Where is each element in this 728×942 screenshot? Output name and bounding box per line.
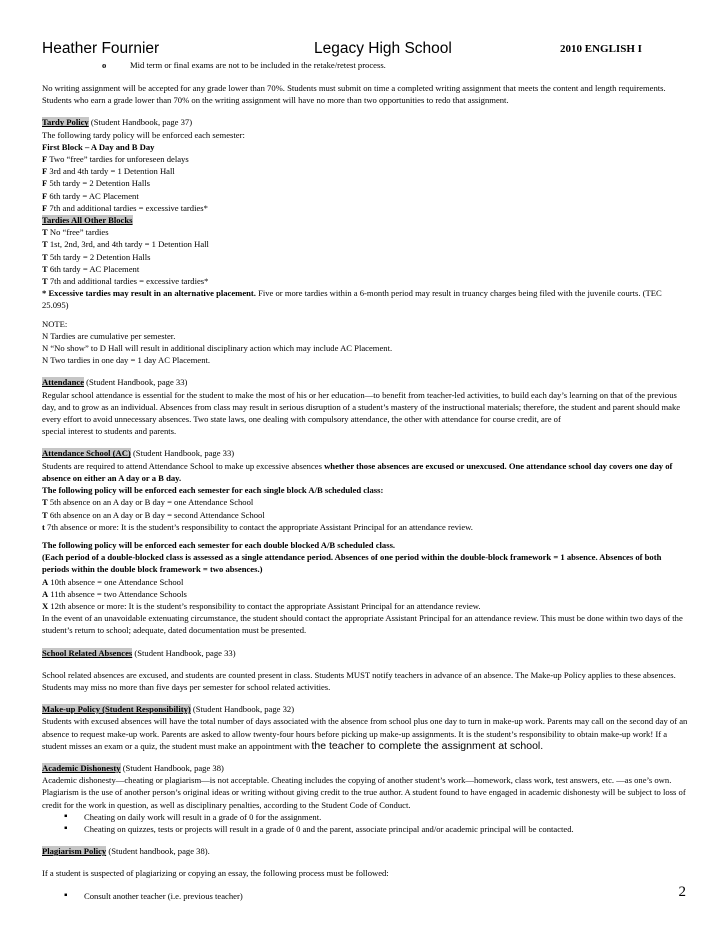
other-block-item-marker: T <box>42 251 48 262</box>
retake-note <box>102 60 386 70</box>
plagiarism-bullets <box>42 890 688 902</box>
other-block-item-marker: T <box>42 276 48 287</box>
first-block-item-text: Two “free” tardies for unforeseen delays <box>47 154 189 165</box>
double-block-item-marker: A <box>42 588 49 599</box>
retake-note-text: Mid term or final exams are not to be included in the retake/retest process. <box>130 60 386 70</box>
single-block-item-text: 7th absence or more: It is the student’s responsibility to contact the appropriate Assistant Principal for an attendance review. <box>44 521 473 532</box>
ac-double-block-rule: The following policy will be enforced each semester for each double blocked A/B scheduled class. <box>42 539 396 550</box>
first-block-item-text: 5th tardy = 2 Detention Halls <box>47 178 150 189</box>
dishonesty-bullet: ▪ Cheating on daily work will result in a grade of 0 for the assignment. <box>42 811 688 823</box>
first-block-heading: First Block – A Day and B Day <box>42 141 155 152</box>
other-blocks-heading: Tardies All Other Blocks <box>42 215 133 226</box>
double-block-item-text: 12th absence or more: It is the student’s responsibility to contact the appropriate Assistant Principal for an attendance review. <box>48 600 481 611</box>
attendance-school-heading: Attendance School (AC) <box>42 448 131 459</box>
attendance-ref: (Student Handbook, page 33) <box>84 377 188 388</box>
excessive-warning: * Excessive tardies may result in an alternative placement. <box>42 288 256 299</box>
other-block-item-text: 7th and additional tardies = excessive tardies* <box>47 276 209 287</box>
first-block-item-text: 3rd and 4th tardy = 1 Detention Hall <box>47 166 175 177</box>
ac-double-block-detail: (Each period of a double-blocked class is assessed as a single attendance period. Absences of one period within the double-block framework = 1 absence. Absences of both periods within the double block framework = two absences.) <box>42 552 662 575</box>
tardy-intro: The following tardy policy will be enforced each semester: <box>42 129 245 140</box>
attendance-body-2: special interest to students and parents. <box>42 426 177 437</box>
page-number: 2 <box>678 884 686 900</box>
makeup-heading: Make-up Policy (Student Responsibility) <box>42 704 191 715</box>
first-block-item-marker: F <box>42 190 48 201</box>
attendance-body: Regular school attendance is essential for the student to make the most of his or her education—to benefit from teacher-led activities, to build each day’s learning on that of the previous day, and to grow as an individual. Absences from class may result in serious disruption of a student’s mastery of the instructional materials; therefore, the student and parent should make every effort to avoid unnecessary absences. Two state laws, one dealing with compulsory attendance, the other with attendance for course credit, are of <box>42 389 681 425</box>
plagiarism-ref: (Student handbook, page 38). <box>106 846 210 857</box>
plagiarism-heading: Plagiarism Policy <box>42 846 107 857</box>
first-block-item <box>42 177 688 189</box>
other-block-item-marker: T <box>42 227 48 238</box>
other-block-item-text: 5th tardy = 2 Detention Halls <box>47 251 151 262</box>
plagiarism-section <box>42 845 688 902</box>
double-block-item-marker: X <box>42 600 49 611</box>
single-block-item <box>42 509 688 521</box>
first-block-list <box>42 153 688 214</box>
other-blocks-list <box>42 226 688 287</box>
attendance-school-ref: (Student Handbook, page 33) <box>130 448 235 459</box>
attendance-heading: Attendance <box>42 377 85 388</box>
single-block-item-marker: t <box>42 521 45 532</box>
single-block-list <box>42 496 688 533</box>
page-header <box>42 40 688 60</box>
first-block-item-marker: F <box>42 154 48 165</box>
other-block-item-text: 1st, 2nd, 3rd, and 4th tardy = 1 Detention Hall <box>47 239 209 250</box>
attendance-section <box>42 376 688 437</box>
single-block-item <box>42 496 688 508</box>
dishonesty-body: Academic dishonesty—cheating or plagiarism—is not acceptable. Cheating includes the copying of another student’s work—homework, class work, test answers, etc. —as one’s own. Plagiarism is the use of another person’s original ideas or writing without giving credit to the true author. A student found to have engaged in academic dishonesty will be subject to loss of credit for the work in question, as well as disciplinary penalties, according to the Student Code of Conduct. <box>42 775 686 810</box>
note-list <box>42 330 688 367</box>
writing-policy: No writing assignment will be accepted for any grade lower than 70%. Students must submit on time a completed writing assignment that meets the content and length requirements. Students who earn a grade lower than 70% on the writing assignment will have no more than two opportunities to redo that assignment. <box>42 83 666 106</box>
dishonesty-ref: (Student Handbook, page 38) <box>120 762 224 773</box>
makeup-section <box>42 703 688 752</box>
double-block-item <box>42 600 688 612</box>
double-block-list <box>42 576 688 613</box>
makeup-body-emphasis: the teacher to complete the assignment at school. <box>311 739 544 752</box>
first-block-item-marker: F <box>42 166 48 177</box>
note-line: N Tardies are cumulative per semester. <box>42 330 176 341</box>
author-name: Heather Fournier <box>42 40 160 57</box>
bullet-marker: o <box>102 60 107 70</box>
other-block-item <box>42 263 688 275</box>
plagiarism-body: If a student is suspected of plagiarizing or copying an essay, the following process must be followed: <box>42 868 389 879</box>
tardy-section <box>42 116 688 366</box>
attendance-school-section <box>42 447 688 636</box>
document-body <box>42 82 688 902</box>
single-block-item-marker: T <box>42 497 48 508</box>
double-block-item <box>42 588 688 600</box>
school-related-ref: (Student Handbook, page 33) <box>132 647 236 658</box>
single-block-item <box>42 521 688 533</box>
school-related-section <box>42 647 688 694</box>
double-block-item-marker: A <box>42 576 49 587</box>
first-block-item <box>42 190 688 202</box>
single-block-item-marker: T <box>42 509 48 520</box>
dishonesty-bullet: ▪ Cheating on quizzes, tests or projects will result in a grade of 0 and the parent, associate principal and/or academic principal will be contacted. <box>42 823 688 835</box>
ac-line-1: Students are required to attend Attendance School to make up excessive absences <box>42 460 325 471</box>
first-block-item-marker: F <box>42 178 48 189</box>
first-block-item <box>42 165 688 177</box>
double-block-item <box>42 576 688 588</box>
school-related-body: School related absences are excused, and students are counted present in class. Students MUST notify teachers in advance of an absence. The Make-up Policy applies to these absences. Students may miss no more than five days per semester for school related activities. <box>42 669 676 692</box>
course-title: 2010 ENGLISH I <box>560 43 642 55</box>
excessive-detail: Five or more tardies within a 6-month period may result in truancy charges being filed with the juvenile courts. (TEC 25.095) <box>42 288 662 311</box>
double-block-item-text: 10th absence = one Attendance School <box>48 576 184 587</box>
double-block-item-text: 11th absence = two Attendance Schools <box>48 588 187 599</box>
school-name: Legacy High School <box>314 40 452 57</box>
dishonesty-bullets <box>42 811 688 835</box>
dishonesty-section <box>42 762 688 835</box>
other-block-item-text: 6th tardy = AC Placement <box>47 263 140 274</box>
single-block-item-text: 5th absence on an A day or B day = one Attendance School <box>47 497 254 508</box>
first-block-item <box>42 202 688 214</box>
other-block-item-text: No “free” tardies <box>47 227 109 238</box>
other-block-item <box>42 275 688 287</box>
note-line: N “No show” to D Hall will result in additional disciplinary action which may include AC Placement. <box>42 343 393 354</box>
makeup-body: Students with excused absences will have the total number of days associated with the absence from school plus one day to turn in make-up work. Parents may call on the second day of an absence to request make-up work. Parents are asked to allow twenty-four hours before picking up make-up assignments. It is the student’s responsibility to obtain make-up work! If a student misses an exam or a quiz, the student must make an appointment with <box>42 716 688 751</box>
first-block-item-marker: F <box>42 202 48 213</box>
other-block-item <box>42 251 688 263</box>
ac-extenuating: In the event of an unavoidable extenuating circumstance, the student should contact the appropriate Assistant Principal for an attendance review. This must be done within two days of the student’s return to school; adequate, dated documentation must be presented. <box>42 613 683 636</box>
other-block-item-marker: T <box>42 263 48 274</box>
single-block-item-text: 6th absence on an A day or B day = second Attendance School <box>47 509 265 520</box>
tardy-ref: (Student Handbook, page 37) <box>88 117 193 128</box>
ac-line-1-bold: whether those absences are excused or unexcused. One attendance school day covers one day of absence on either an A day or a B day. <box>42 460 673 483</box>
other-block-item-marker: T <box>42 239 48 250</box>
note-label: NOTE: <box>42 318 68 329</box>
tardy-heading: Tardy Policy <box>42 117 89 128</box>
school-related-heading: School Related Absences <box>42 647 133 658</box>
note-line: N Two tardies in one day = 1 day AC Placement. <box>42 355 211 366</box>
other-block-item <box>42 226 688 238</box>
dishonesty-heading: Academic Dishonesty <box>42 762 121 773</box>
other-block-item <box>42 238 688 250</box>
ac-single-block-rule: The following policy will be enforced each semester for each single block A/B scheduled class: <box>42 485 384 496</box>
first-block-item <box>42 153 688 165</box>
makeup-ref: (Student Handbook, page 32) <box>190 704 295 715</box>
first-block-item-text: 7th and additional tardies = excessive tardies* <box>47 202 208 213</box>
first-block-item-text: 6th tardy = AC Placement <box>47 190 139 201</box>
plagiarism-bullet: ▪ Consult another teacher (i.e. previous teacher) <box>42 890 688 902</box>
